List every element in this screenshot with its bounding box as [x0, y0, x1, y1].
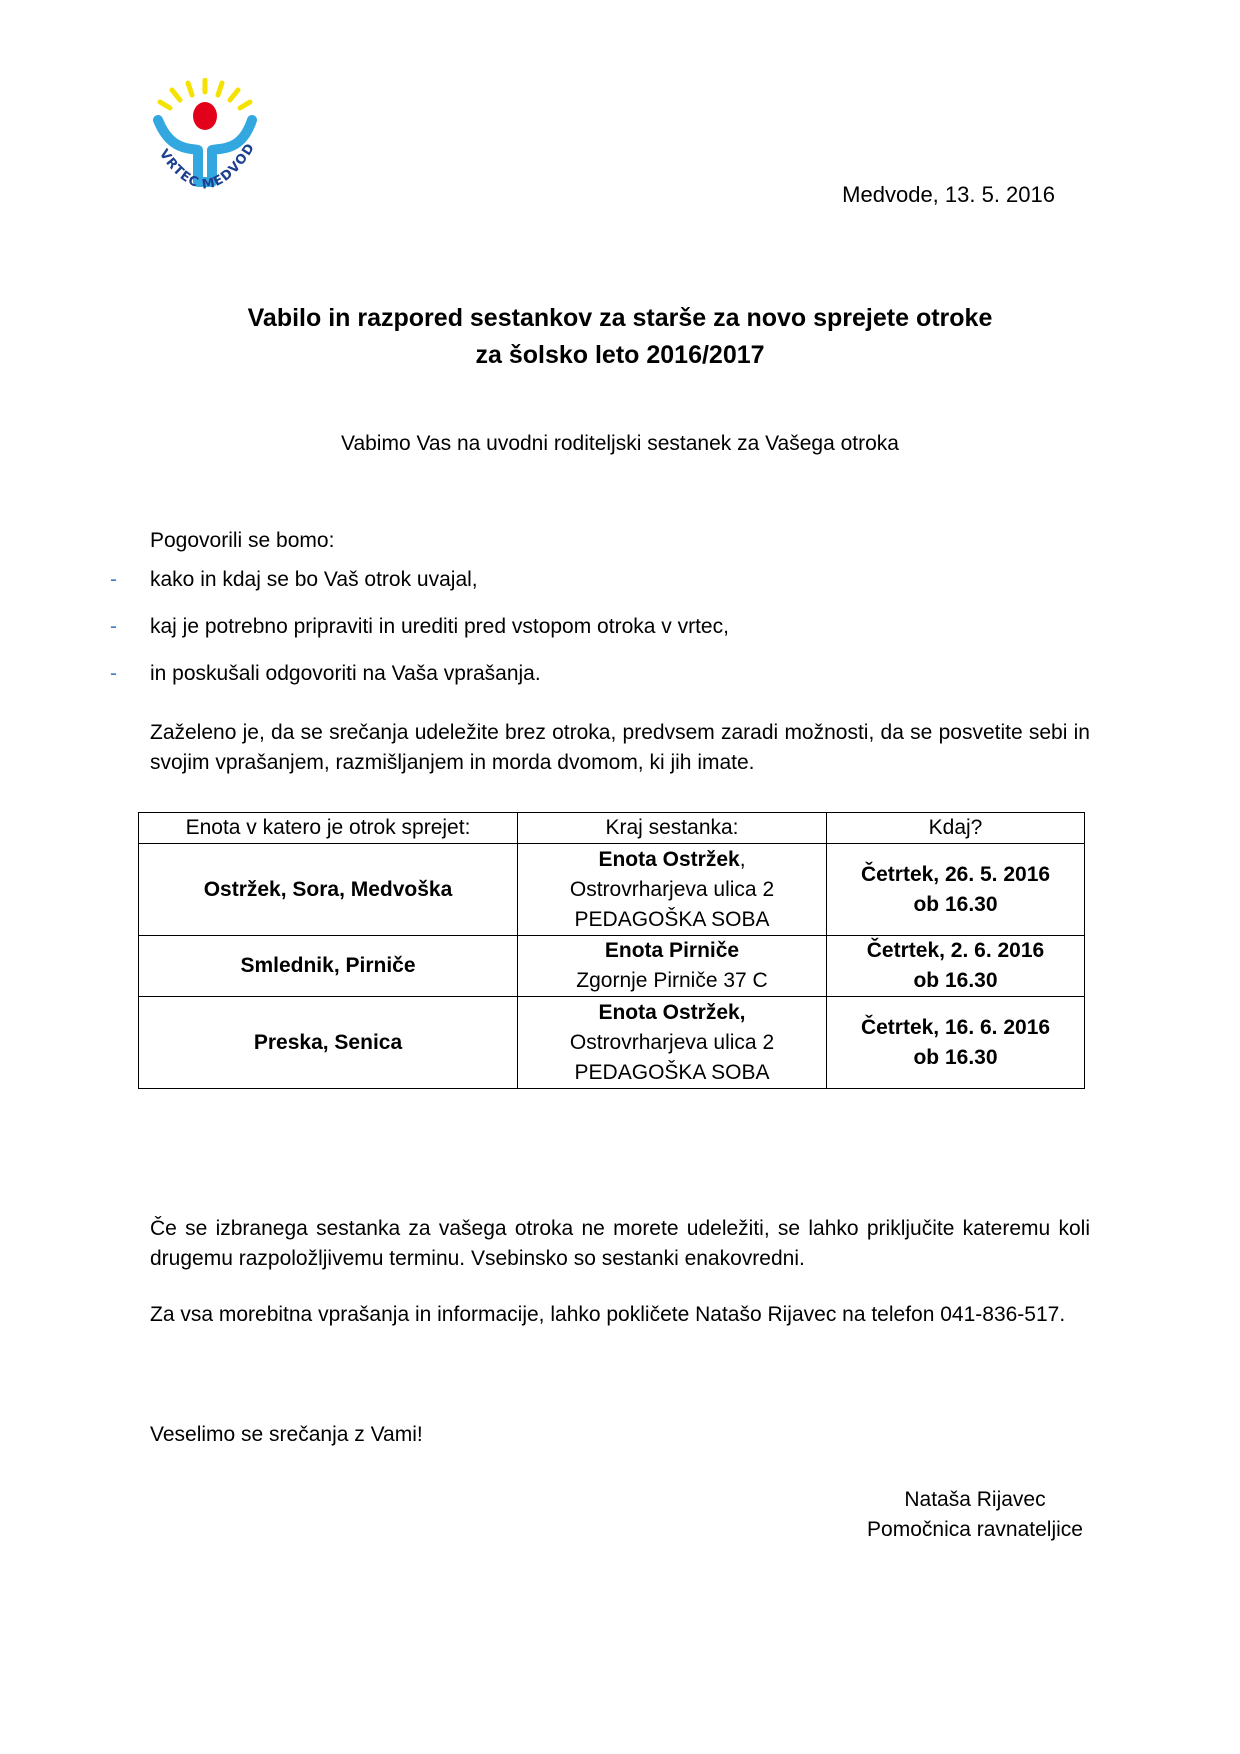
unit-cell: Preska, Senica	[139, 997, 518, 1089]
place-cell	[518, 844, 827, 936]
place-address: Ostrovrharjeva ulica 2	[569, 1030, 775, 1054]
header-unit: Enota v katero je otrok sprejet:	[139, 813, 518, 844]
table-header-row	[139, 813, 1085, 844]
table-row	[139, 844, 1085, 936]
title-line-2: za šolsko leto 2016/2017	[475, 341, 765, 369]
place-address: Zgornje Pirniče 37 C	[576, 969, 768, 992]
place-address: Ostrovrharjeva ulica 2	[569, 877, 775, 901]
table-row	[139, 997, 1085, 1089]
header-when: Kdaj?	[827, 813, 1085, 844]
title-line-1: Vabilo in razpored sestankov za starše za novo sprejete otroke	[247, 304, 993, 332]
place-room: PEDAGOŠKA SOBA	[574, 907, 770, 931]
list-item	[110, 566, 729, 613]
intro-text: Vabimo Vas na uvodni roditeljski sestanek za Vašega otroka	[341, 432, 899, 455]
paragraph-closing: Veselimo se srečanja z Vami!	[150, 1423, 423, 1446]
vrtec-medvode-logo	[150, 78, 260, 213]
document-date: Medvode, 13. 5. 2016	[842, 182, 1055, 207]
signature-role: Pomočnica ravnateljice	[867, 1518, 1083, 1541]
list-item	[110, 613, 729, 660]
unit-cell: Ostržek, Sora, Medvoška	[139, 844, 518, 936]
when-date: Četrtek, 2. 6. 2016	[866, 939, 1045, 962]
paragraph-attendance: Zaželeno je, da se srečanja udeležite brez otroka, predvsem zaradi možnosti, da se posvetite sebi in svojim vprašanjem, razmišljanjem in morda dvomom, ki jih imate.	[150, 721, 1090, 774]
list-item-text: in poskušali odgovoriti na Vaša vprašanja.	[150, 662, 541, 685]
place-cell	[518, 997, 827, 1089]
when-time: ob 16.30	[913, 969, 998, 992]
place-name: Enota Ostržek,	[598, 1000, 746, 1024]
paragraph-contact: Za vsa morebitna vprašanja in informacije, lahko pokličete Natašo Rijavec na telefon 041-836-517.	[150, 1303, 1066, 1326]
place-room: PEDAGOŠKA SOBA	[574, 1060, 770, 1084]
table-row	[139, 936, 1085, 997]
paragraph-alternative-meeting: Če se izbranega sestanka za vašega otroka ne morete udeležiti, se lahko priključite kateremu koli drugemu razpoložljivemu terminu. Vsebinsko so sestanki enakovredni.	[150, 1217, 1090, 1270]
topics-lead: Pogovorili se bomo:	[150, 529, 335, 552]
list-item-text: kaj je potrebno pripraviti in urediti pred vstopom otroka v vrtec,	[150, 615, 729, 638]
when-cell	[827, 997, 1085, 1089]
place-name: Enota Pirniče	[604, 939, 740, 962]
when-cell	[827, 936, 1085, 997]
when-time: ob 16.30	[913, 1045, 998, 1069]
list-item	[110, 660, 729, 707]
when-date: Četrtek, 16. 6. 2016	[860, 1015, 1051, 1039]
dash-bullet: -	[110, 568, 117, 591]
dash-bullet: -	[110, 662, 117, 685]
when-date: Četrtek, 26. 5. 2016	[860, 862, 1051, 886]
svg-text:VRTEC MEDVODE: VRTEC MEDVOD	[155, 140, 259, 193]
place-suffix: ,	[739, 847, 746, 871]
dash-bullet: -	[110, 615, 117, 638]
signature-name: Nataša Rijavec	[904, 1488, 1046, 1511]
document-title	[0, 300, 1240, 374]
when-cell	[827, 844, 1085, 936]
place-cell	[518, 936, 827, 997]
unit-cell: Smlednik, Pirniče	[139, 936, 518, 997]
place-name: Enota Ostržek	[598, 847, 740, 871]
header-place: Kraj sestanka:	[518, 813, 827, 844]
topics-list	[110, 566, 729, 707]
signature-block	[865, 1485, 1085, 1545]
when-time: ob 16.30	[913, 892, 998, 916]
list-item-text: kako in kdaj se bo Vaš otrok uvajal,	[150, 568, 478, 591]
meeting-schedule-table	[138, 812, 1085, 1089]
